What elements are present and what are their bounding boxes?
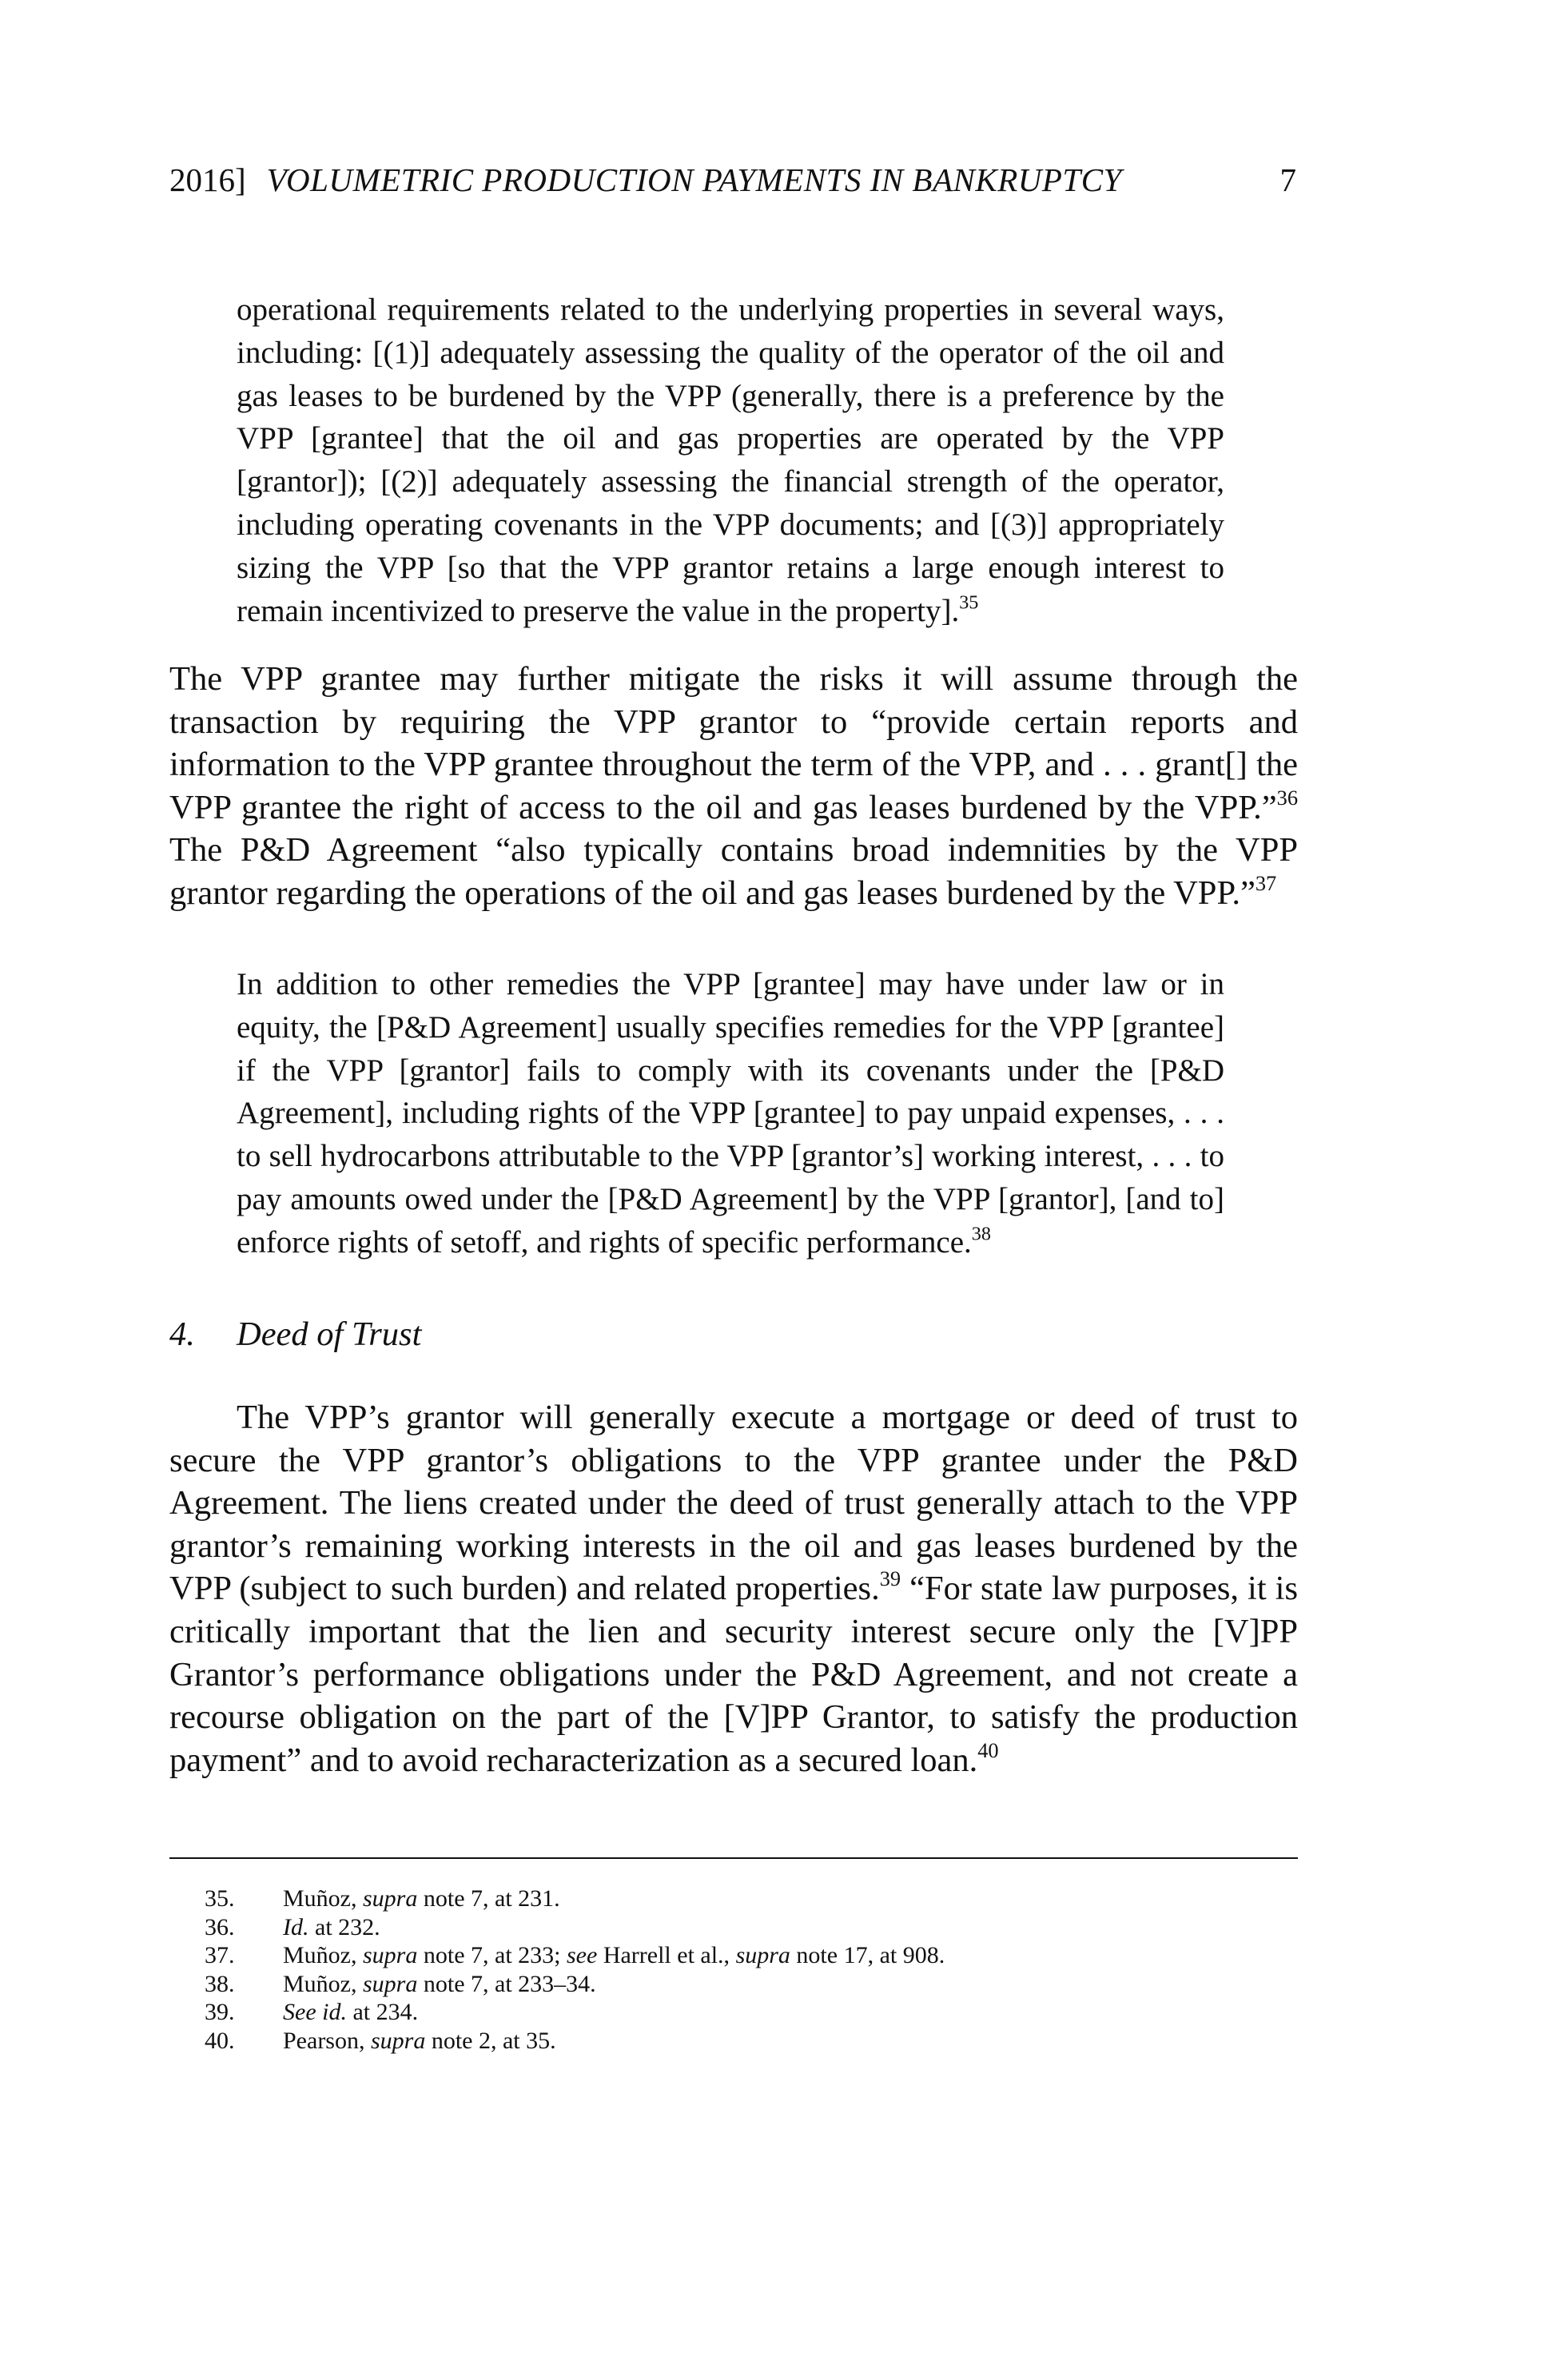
footnote-signal: supra: [363, 1885, 418, 1912]
footnote-text: Pearson,: [283, 2027, 371, 2054]
paragraph-text: The VPP’s grantor will generally execute a mortgage or deed of trust to secure the VPP grantor’s obligations to the VPP grantee under the P&D Agreement. The liens created under the deed of trust generally attach to the VPP grantor’s remaining working interests in the oil and gas leases burdened by the VPP (subject to such burden) and related properties.: [169, 1399, 1298, 1608]
footnote-number: 36.: [205, 1913, 235, 1940]
running-head: [169, 160, 1296, 200]
footnote-text: at 232.: [308, 1913, 380, 1940]
footnote-37: [205, 1941, 1244, 1970]
block-quote-operational-requirements: [237, 289, 1224, 632]
footnote-signal: Id.: [283, 1913, 309, 1940]
footnote-38: [205, 1970, 1244, 1999]
footnote-ref-35: 35: [959, 591, 979, 613]
running-head-title: VOLUMETRIC PRODUCTION PAYMENTS IN BANKRUPTCY: [266, 161, 1122, 198]
paragraph-text: The P&D Agreement “also typically contains broad indemnities by the VPP grantor regarding the operations of the oil and gas leases burdened by the VPP.”: [169, 831, 1298, 912]
page-number: 7: [1279, 161, 1296, 198]
footnote-number: 38.: [205, 1970, 235, 1997]
footnote-text: Muñoz,: [283, 1970, 363, 1997]
footnote-text: note 7, at 233–34.: [417, 1970, 596, 1997]
footnote-ref-36: 36: [1276, 786, 1298, 810]
section-title: Deed of Trust: [237, 1315, 422, 1353]
footnote-40: [205, 2027, 1244, 2056]
paragraph-text: “For state law purposes, it is critically important that the lien and security interest secure only the [V]PP Grantor’s performance obligations under the P&D Agreement, and not create a recourse obligation on the part of the [V]PP Grantor, to satisfy the production payment” and to avoid recharacterization as a secured loan.: [169, 1570, 1298, 1779]
footnote-signal: see: [567, 1942, 598, 1968]
footnote-text: note 7, at 231.: [417, 1885, 560, 1912]
footnote-number: 39.: [205, 1999, 235, 2025]
paragraph-risk-mitigation: [169, 658, 1298, 915]
footnote-text: Harrell et al.,: [597, 1942, 736, 1968]
section-number: 4.: [169, 1315, 195, 1353]
footnote-ref-37: 37: [1255, 871, 1277, 895]
footnote-number: 35.: [205, 1885, 235, 1912]
footnote-36: [205, 1913, 1244, 1942]
footnote-text: note 17, at 908.: [790, 1942, 945, 1968]
footnote-text: note 7, at 233;: [417, 1942, 567, 1968]
footnote-signal: supra: [370, 2027, 426, 2054]
footnote-signal: supra: [363, 1942, 418, 1968]
block-quote-text: In addition to other remedies the VPP [grantee] may have under law or in equity, the [P&D Agreement] usually specifies remedies for the VPP [grantee] if the VPP [grantor] fails to comply with its covenants under the [P&D Agreement], including rights of the VPP [grantee] to pay unpaid expenses, . . . to sell hydrocarbons attributable to the VPP [grantor’s] working interest, . . . to pay amounts owed under the [P&D Agreement] by the VPP [grantor], [and to] enforce rights of setoff, and rights of specific performance.: [237, 967, 1224, 1260]
footnote-signal: See id.: [283, 1999, 347, 2025]
footnote-text: note 2, at 35.: [425, 2027, 556, 2054]
footnote-divider: [169, 1857, 1298, 1859]
section-heading: [169, 1313, 421, 1356]
footnotes: [205, 1884, 1244, 2055]
footnote-35: [205, 1884, 1244, 1913]
paragraph-deed-of-trust: [169, 1396, 1298, 1781]
footnote-text: at 234.: [346, 1999, 419, 2025]
footnote-ref-39: 39: [879, 1567, 901, 1591]
footnote-number: 37.: [205, 1942, 235, 1968]
footnote-text: Muñoz,: [283, 1942, 363, 1968]
footnote-ref-40: 40: [977, 1738, 999, 1762]
footnote-number: 40.: [205, 2027, 235, 2054]
footnote-ref-38: 38: [971, 1223, 991, 1245]
paragraph-text: The VPP grantee may further mitigate the risks it will assume through the transaction by requiring the VPP grantor to “provide certain reports and information to the VPP grantee throughout the term of the VPP, and . . . grant[] the VPP grantee the right of access to the oil and gas leases burdened by the VPP.”: [169, 660, 1298, 826]
footnote-39: [205, 1998, 1244, 2027]
block-quote-text: operational requirements related to the underlying properties in several ways, including: [(1)] adequately assessing the quality of the operator of the oil and gas leases to be burdened by the VPP (generally, there is a preference by the VPP [grantee] that the oil and gas properties are operated by the VPP [grantor]); [(2)] adequately assessing the financial strength of the operator, including operating covenants in the VPP documents; and [(3)] appropriately sizing the VPP [so that the VPP grantor retains a large enough interest to remain incentivized to preserve the value in the property].: [237, 293, 1224, 628]
footnote-signal: supra: [363, 1970, 418, 1997]
running-head-year: 2016]: [169, 161, 246, 198]
footnote-signal: supra: [735, 1942, 790, 1968]
footnote-text: Muñoz,: [283, 1885, 363, 1912]
block-quote-remedies: [237, 963, 1224, 1264]
